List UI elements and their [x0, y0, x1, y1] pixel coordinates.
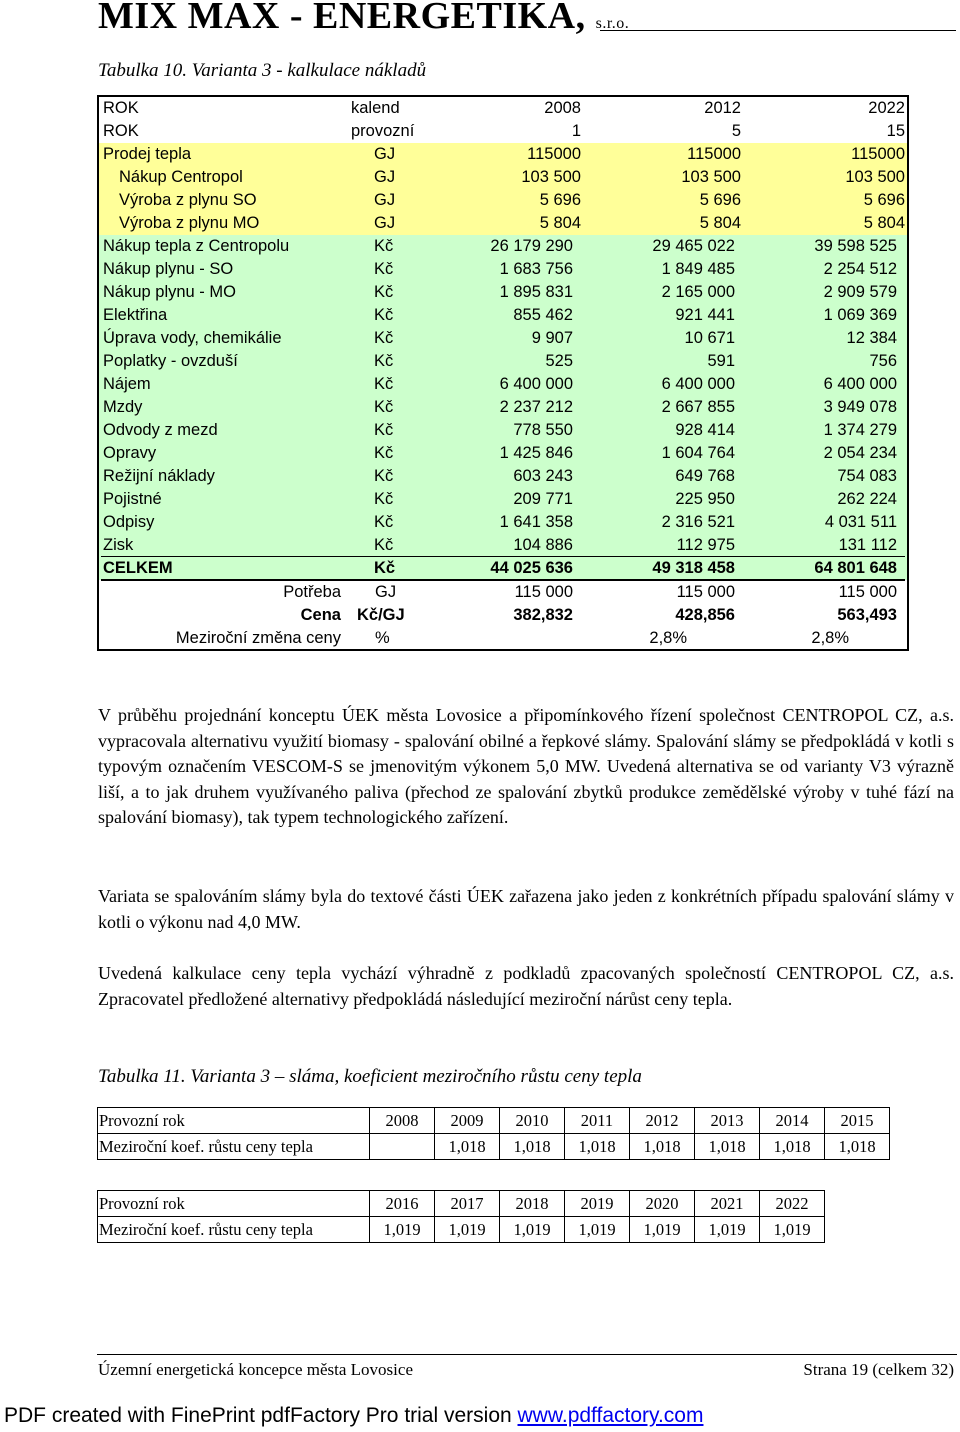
- value-cell: 2008: [544, 99, 581, 117]
- value-cell: 26 179 290: [490, 237, 573, 255]
- year-cell: 2013: [695, 1108, 760, 1134]
- row-label: Nákup plynu - MO: [103, 283, 236, 301]
- year-cell: 2009: [435, 1108, 500, 1134]
- value-cell: 44 025 636: [490, 559, 573, 577]
- value-cell: 6 400 000: [499, 375, 573, 393]
- value-cell: 131 112: [838, 536, 897, 554]
- row-label: Cena: [300, 606, 341, 624]
- row-label: Poplatky - ovzduší: [103, 352, 238, 370]
- unit-cell: provozní: [351, 122, 415, 140]
- table-row: [99, 143, 907, 166]
- value-cell: 1: [571, 122, 581, 140]
- value-cell: 9 907: [531, 329, 573, 347]
- coef-cell: 1,018: [565, 1134, 630, 1160]
- unit-cell: Kč: [374, 467, 394, 485]
- row-label: CELKEM: [103, 559, 173, 577]
- coef-cell: 1,018: [695, 1134, 760, 1160]
- table-row: [99, 442, 907, 465]
- row-label-year: Provozní rok: [98, 1108, 370, 1134]
- row-label: Mzdy: [103, 398, 143, 416]
- value-cell: 225 950: [675, 490, 735, 508]
- summary-row: [99, 581, 907, 604]
- coef-cell: 1,019: [565, 1217, 630, 1243]
- value-cell: 591: [707, 352, 735, 370]
- value-cell: 382,832: [513, 606, 573, 624]
- coef-cell: 1,018: [760, 1134, 825, 1160]
- unit-cell: GJ: [375, 583, 397, 601]
- table-row: [99, 327, 907, 350]
- value-cell: 39 598 525: [814, 237, 897, 255]
- value-cell: 12 384: [846, 329, 897, 347]
- table-row: [99, 120, 907, 143]
- value-cell: 2,8%: [811, 629, 849, 647]
- coef-cell: 1,018: [435, 1134, 500, 1160]
- year-cell: 2016: [370, 1191, 435, 1217]
- value-cell: 103 500: [521, 168, 581, 186]
- unit-cell: GJ: [374, 191, 396, 209]
- value-cell: 1 895 831: [499, 283, 573, 301]
- table-row: [99, 488, 907, 511]
- coef-cell: 1,018: [500, 1134, 565, 1160]
- table-row: [98, 1217, 825, 1243]
- row-label: Meziroční změna ceny: [175, 629, 341, 647]
- row-label: Nákup Centropol: [119, 168, 243, 186]
- value-cell: 112 975: [676, 536, 735, 554]
- value-cell: 2,8%: [649, 629, 687, 647]
- unit-cell: Kč: [374, 237, 394, 255]
- value-cell: 115000: [851, 145, 905, 163]
- unit-cell: Kč: [374, 421, 394, 439]
- value-cell: 1 069 369: [823, 306, 897, 324]
- value-cell: 1 683 756: [499, 260, 573, 278]
- row-label: Potřeba: [283, 583, 341, 601]
- company-header: [98, 0, 629, 38]
- value-cell: 6 400 000: [661, 375, 735, 393]
- year-cell: 2010: [500, 1108, 565, 1134]
- coef-cell: 1,018: [825, 1134, 890, 1160]
- table11-caption: Tabulka 11. Varianta 3 – sláma, koeficient meziročního růstu ceny tepla: [98, 1066, 642, 1087]
- row-label: Nákup tepla z Centropolu: [103, 237, 290, 255]
- table-row: [99, 511, 907, 534]
- unit-cell: Kč: [374, 352, 394, 370]
- value-cell: 209 771: [513, 490, 573, 508]
- value-cell: 2 254 512: [823, 260, 897, 278]
- summary-row: [99, 604, 907, 627]
- year-cell: 2011: [565, 1108, 630, 1134]
- table-row: [99, 304, 907, 327]
- year-cell: 2018: [500, 1191, 565, 1217]
- row-label: Elektřina: [103, 306, 168, 324]
- table-row: [98, 1191, 825, 1217]
- total-row: [99, 557, 907, 580]
- year-cell: 2021: [695, 1191, 760, 1217]
- unit-cell: Kč: [374, 283, 394, 301]
- year-cell: 2015: [825, 1108, 890, 1134]
- footer-page-number: Strana 19 (celkem 32): [803, 1360, 954, 1379]
- value-cell: 2 054 234: [823, 444, 897, 462]
- row-label: Výroba z plynu MO: [119, 214, 260, 232]
- value-cell: 5 696: [699, 191, 741, 209]
- value-cell: 115000: [527, 145, 581, 163]
- value-cell: 115 000: [838, 583, 897, 601]
- value-cell: 2012: [704, 99, 741, 117]
- table-row: [99, 419, 907, 442]
- row-label-year: Provozní rok: [98, 1191, 370, 1217]
- table-row: [99, 97, 907, 120]
- value-cell: 104 886: [513, 536, 573, 554]
- value-cell: 2 909 579: [823, 283, 897, 301]
- row-label: Výroba z plynu SO: [119, 191, 257, 209]
- value-cell: 1 849 485: [661, 260, 735, 278]
- value-cell: 428,856: [675, 606, 735, 624]
- coef-cell: 1,018: [630, 1134, 695, 1160]
- unit-cell: Kč: [374, 444, 394, 462]
- row-label: Opravy: [103, 444, 157, 462]
- unit-cell: Kč: [374, 398, 394, 416]
- row-label: Úprava vody, chemikálie: [103, 329, 282, 347]
- value-cell: 103 500: [681, 168, 741, 186]
- value-cell: 603 243: [513, 467, 573, 485]
- table-row: [99, 373, 907, 396]
- value-cell: 2022: [868, 99, 905, 117]
- year-cell: 2012: [630, 1108, 695, 1134]
- pdffactory-link[interactable]: www.pdffactory.com: [517, 1404, 704, 1427]
- year-cell: 2020: [630, 1191, 695, 1217]
- unit-cell: Kč: [374, 513, 394, 531]
- row-label-coef: Meziroční koef. růstu ceny tepla: [98, 1134, 370, 1160]
- coef-cell: 1,019: [695, 1217, 760, 1243]
- value-cell: 855 462: [513, 306, 573, 324]
- value-cell: 1 425 846: [499, 444, 573, 462]
- value-cell: 103 500: [845, 168, 905, 186]
- value-cell: 563,493: [837, 606, 897, 624]
- value-cell: 3 949 078: [823, 398, 897, 416]
- unit-cell: Kč/GJ: [357, 606, 405, 624]
- table10-caption: Tabulka 10. Varianta 3 - kalkulace nákladů: [98, 60, 427, 81]
- coef-cell: 1,019: [760, 1217, 825, 1243]
- table-row: [99, 166, 907, 189]
- value-cell: 5 804: [539, 214, 581, 232]
- value-cell: 778 550: [513, 421, 573, 439]
- table-row: [98, 1108, 890, 1134]
- value-cell: 115000: [687, 145, 741, 163]
- table-row: [99, 212, 907, 235]
- row-label: Nájem: [103, 375, 151, 393]
- value-cell: 2 667 855: [661, 398, 735, 416]
- unit-cell: Kč: [374, 375, 394, 393]
- row-label: ROK: [103, 99, 139, 117]
- table-row: [99, 465, 907, 488]
- value-cell: 5 696: [539, 191, 581, 209]
- year-cell: 2017: [435, 1191, 500, 1217]
- table-row: [99, 281, 907, 304]
- table-row: [98, 1134, 890, 1160]
- row-label: Pojistné: [103, 490, 162, 508]
- paragraph-2: Variata se spalováním slámy byla do textové části ÚEK zařazena jako jeden z konkrétních případu spalování slámy v kotli o výkonu nad 4,0 MW.: [98, 886, 954, 932]
- footer-rule: [97, 1354, 957, 1355]
- table-row: [99, 350, 907, 373]
- value-cell: 64 801 648: [814, 559, 897, 577]
- value-cell: 649 768: [675, 467, 735, 485]
- row-label-coef: Meziroční koef. růstu ceny tepla: [98, 1217, 370, 1243]
- value-cell: 15: [886, 122, 905, 140]
- year-cell: 2022: [760, 1191, 825, 1217]
- row-label: Režijní náklady: [103, 467, 215, 485]
- value-cell: 5 804: [863, 214, 905, 232]
- value-cell: 29 465 022: [652, 237, 735, 255]
- value-cell: 1 604 764: [661, 444, 735, 462]
- value-cell: 2 165 000: [661, 283, 735, 301]
- table-row: [99, 258, 907, 281]
- table-row: [99, 396, 907, 419]
- coef-cell: 1,019: [500, 1217, 565, 1243]
- unit-cell: %: [375, 629, 390, 647]
- unit-cell: Kč: [374, 490, 394, 508]
- unit-cell: Kč: [374, 559, 396, 577]
- table-row: [99, 189, 907, 212]
- pdf-creator-note: [4, 1404, 703, 1428]
- value-cell: 5 804: [699, 214, 741, 232]
- value-cell: 1 641 358: [499, 513, 573, 531]
- unit-cell: GJ: [374, 168, 396, 186]
- header-rule: [600, 30, 956, 31]
- table-row: [99, 235, 907, 258]
- value-cell: 5 696: [863, 191, 905, 209]
- paragraph-3: Uvedená kalkulace ceny tepla vychází výhradně z podkladů zpacovaných společností CENTROPOL CZ, a.s. Zpracovatel předložené alternativy předpokládá následující meziroční nárůst ceny tepla.: [98, 963, 954, 1009]
- growth-coef-table-2: [97, 1190, 825, 1243]
- year-cell: 2008: [370, 1108, 435, 1134]
- unit-cell: Kč: [374, 329, 394, 347]
- value-cell: 262 224: [837, 490, 897, 508]
- unit-cell: GJ: [374, 145, 396, 163]
- paragraph-1: V průběhu projednání konceptu ÚEK města Lovosice a připomínkového řízení společnost CENTROPOL CZ, a.s. vypracovala alternativu využití biomasy - spalování obilné a řepkové slámy. Spalování slámy se předpokládá v kotli s typovým označením VESCOM-S se jmenovitým výkonem 5,0 MW. Uvedená alternativa se od varianty V3 výrazně liší, a to jak druhem využívaného paliva (přechod ze spalování zbytků produkce zemědělské výroby v tuhé fází na spalování biomasy), tak typem technologického zařízení.: [98, 705, 954, 827]
- value-cell: 754 083: [837, 467, 897, 485]
- value-cell: 6 400 000: [823, 375, 897, 393]
- coef-cell: 1,019: [370, 1217, 435, 1243]
- value-cell: 115 000: [514, 583, 573, 601]
- row-label: Zisk: [103, 536, 134, 554]
- value-cell: 756: [869, 352, 897, 370]
- coef-cell: 1,019: [630, 1217, 695, 1243]
- pdf-note-text: PDF created with FinePrint pdfFactory Pro trial version: [4, 1404, 518, 1427]
- company-name: MIX MAX - ENERGETIKA,: [98, 0, 586, 37]
- value-cell: 2 316 521: [661, 513, 735, 531]
- row-label: Odpisy: [103, 513, 155, 531]
- growth-coef-table-1: [97, 1107, 890, 1160]
- cost-calculation-table: [97, 95, 909, 651]
- value-cell: 525: [545, 352, 573, 370]
- unit-cell: Kč: [374, 306, 394, 324]
- table-row: [99, 534, 907, 557]
- unit-cell: kalend: [351, 99, 400, 117]
- value-cell: 921 441: [675, 306, 735, 324]
- year-cell: 2014: [760, 1108, 825, 1134]
- summary-row: [99, 627, 907, 650]
- year-cell: 2019: [565, 1191, 630, 1217]
- value-cell: 49 318 458: [652, 559, 735, 577]
- row-label: ROK: [103, 122, 139, 140]
- coef-cell: [370, 1134, 435, 1160]
- coef-cell: 1,019: [435, 1217, 500, 1243]
- unit-cell: Kč: [374, 260, 394, 278]
- footer-document-title: Územní energetická koncepce města Lovosice: [98, 1360, 413, 1379]
- value-cell: 928 414: [675, 421, 735, 439]
- unit-cell: Kč: [374, 536, 394, 554]
- unit-cell: GJ: [374, 214, 396, 232]
- value-cell: 2 237 212: [499, 398, 573, 416]
- value-cell: 1 374 279: [823, 421, 897, 439]
- row-label: Odvody z mezd: [103, 421, 218, 439]
- value-cell: 5: [731, 122, 741, 140]
- row-label: Nákup plynu - SO: [103, 260, 234, 278]
- value-cell: 115 000: [676, 583, 735, 601]
- value-cell: 4 031 511: [824, 513, 897, 531]
- company-suffix: s.r.o.: [595, 15, 630, 32]
- row-label: Prodej tepla: [103, 145, 192, 163]
- value-cell: 10 671: [684, 329, 735, 347]
